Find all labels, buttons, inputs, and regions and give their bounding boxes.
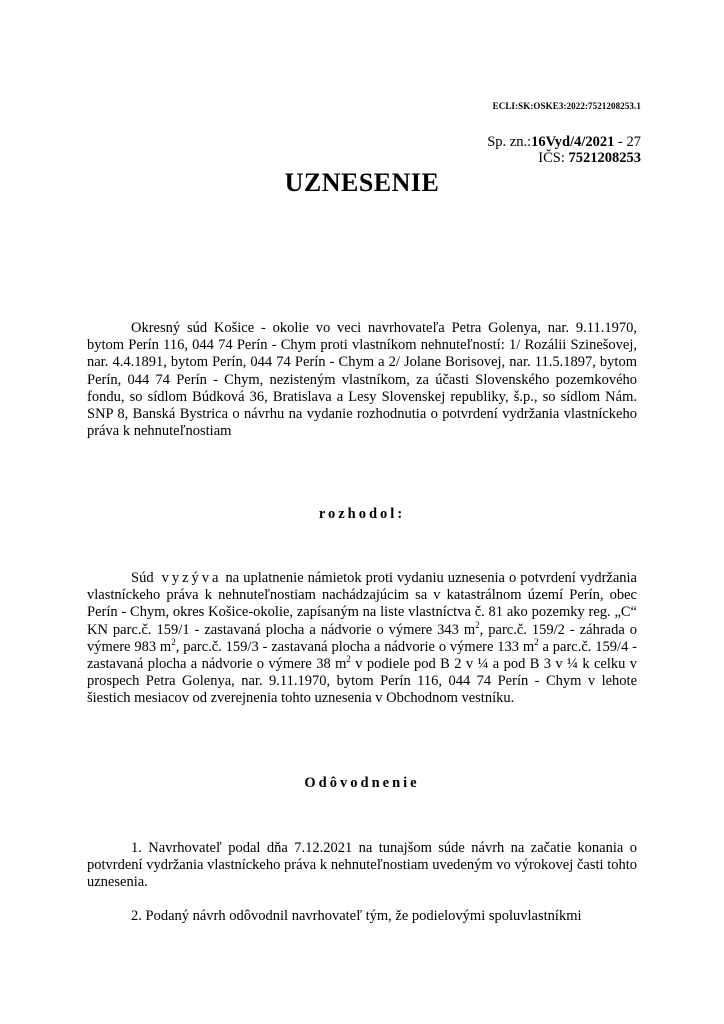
decision-part1: na uplatnenie námietok proti vydaniu uznesenia o potvrdení vydržania vlastníckeho práva k nehnuteľnostiam nachádzajúcim sa v katastrálnom území Perín, obec Perín - Chym, okres Košice-okolie, zapísaným na liste vlastníctva č. 81 ako pozemky reg. „C“ KN parc.č. 159/1 - zastavaná plocha a nádvorie o výmere 343 m	[87, 570, 637, 638]
decision-verb: vyzýva	[161, 570, 222, 586]
sp-zn-suffix: - 27	[614, 134, 641, 150]
sup-1: 2	[475, 619, 480, 630]
sup-4: 2	[346, 654, 351, 665]
spisova-znacka	[487, 134, 641, 150]
reasoning-paragraph-2	[87, 908, 637, 925]
decision-paragraph	[87, 570, 637, 708]
decision-lead: Súd	[131, 570, 154, 586]
reasoning-text-2: 2. Podaný návrh odôvodnil navrhovateľ tým, že podielovými spoluvlastníkmi	[131, 908, 582, 924]
reasoning-heading: Odôvodnenie	[304, 775, 420, 791]
case-reference	[487, 134, 641, 166]
intro-text: Okresný súd Košice - okolie vo veci navrhovateľa Petra Golenya, nar. 9.11.1970, bytom Perín 116, 044 74 Perín - Chym proti vlastníkom nehnuteľností: 1/ Rozálii Szinešovej, nar. 4.4.1891, bytom Perín, 044 74 Perín - Chym a 2/ Jolane Borisovej, nar. 11.5.1897, bytom Perín, 044 74 Perín - Chym, nezisteným vlastníkom, za účasti Slovenského pozemkového fondu, so sídlom Búdková 36, Bratislava a Lesy Slovenskej republiky, š.p., so sídlom Nám. SNP 8, Banská Bystrica o návrhu na vydanie rozhodnutia o potvrdení vydržania vlastníckeho práva k nehnuteľnostiam	[87, 320, 637, 440]
decision-part3: , parc.č. 159/3 - zastavaná plocha a nádvorie o výmere 133 m	[175, 638, 535, 655]
sp-zn-value: 16Vyd/4/2021	[531, 134, 615, 150]
sup-3: 2	[534, 636, 539, 647]
ics-label: IČS:	[538, 150, 569, 166]
reasoning-text-1: 1. Navrhovateľ podal dňa 7.12.2021 na tunajšom súde návrh na začatie konania o potvrdení vydržania vlastníckeho práva k nehnuteľnostiam uvedeným vo výrokovej časti tohto uznesenia.	[87, 840, 637, 891]
document-title: UZNESENIE	[284, 168, 440, 197]
decision-part4: a parc.č. 159/4 - zastavaná plocha a nádvorie o výmere 38 m	[87, 638, 637, 673]
sup-2: 2	[171, 636, 176, 647]
ics-number	[487, 150, 641, 166]
decision-heading: rozhodol:	[318, 506, 406, 522]
decision-part2: , parc.č. 159/2 - záhrada o výmere 983 m	[87, 621, 637, 655]
ecli-identifier: ECLI:SK:OSKE3:2022:7521208253.1	[492, 101, 641, 111]
sp-zn-label: Sp. zn.:	[487, 134, 532, 150]
intro-paragraph	[87, 320, 637, 440]
ics-value: 7521208253	[568, 150, 641, 166]
decision-part5: v podiele pod B 2 v ¼ a pod B 3 v ¼ k celku v prospech Petra Golenya, nar. 9.11.1970, bytom Perín 116, 044 74 Perín - Chym v lehote šiestich mesiacov od zverejnenia tohto uznesenia v Obchodnom vestníku.	[87, 656, 637, 707]
reasoning-paragraph-1	[87, 840, 637, 892]
